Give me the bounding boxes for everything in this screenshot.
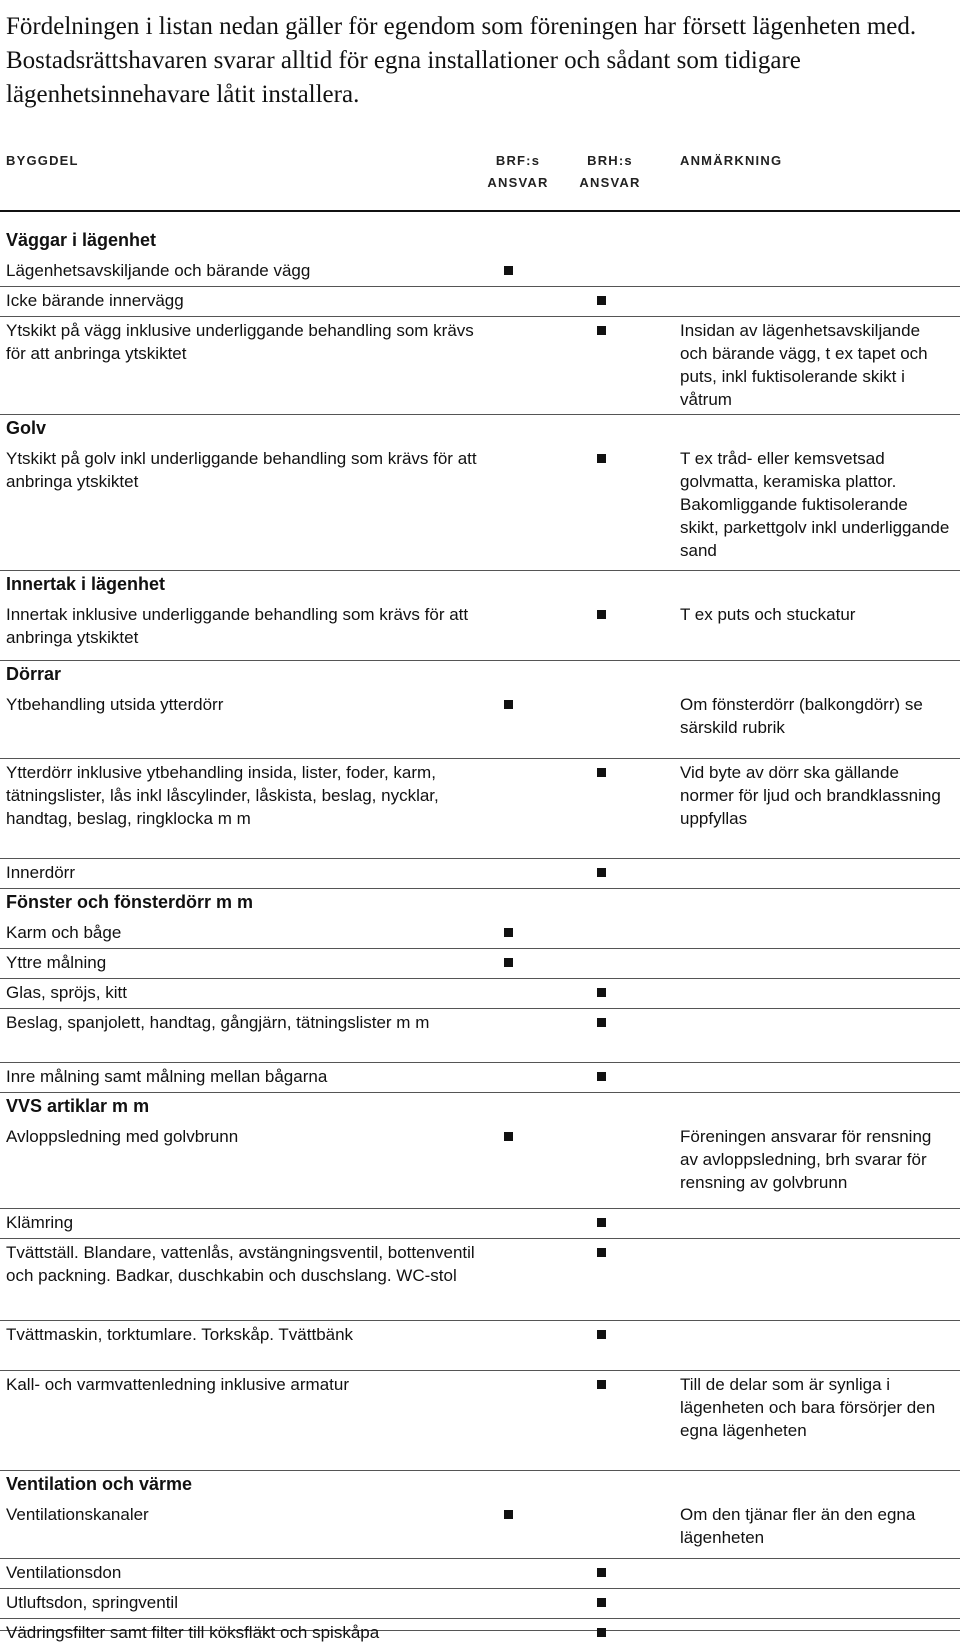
table-row [0, 256, 960, 287]
table-row [0, 948, 960, 979]
section-heading-row [0, 414, 960, 444]
remark-text: T ex puts och stuckatur [680, 605, 856, 624]
table-row [0, 858, 960, 889]
section-heading: Golv [6, 418, 47, 438]
brh-responsibility-mark [597, 454, 606, 463]
brf-responsibility-mark [504, 928, 513, 937]
section-heading: Innertak i lägenhet [6, 574, 166, 594]
part-label: Ytskikt på golv inkl underliggande behandling som krävs för att anbringa ytskiktet [6, 449, 477, 491]
part-label: Lägenhetsavskiljande och bärande vägg [6, 261, 311, 280]
part-label: Karm och båge [6, 923, 122, 942]
header-rule [0, 210, 960, 212]
brh-responsibility-mark [597, 1218, 606, 1227]
part-label: Ventilationskanaler [6, 1505, 149, 1524]
table-row [0, 1618, 960, 1642]
part-label: Utluftsdon, springventil [6, 1593, 178, 1612]
section-heading-row [0, 660, 960, 690]
table-row [0, 1208, 960, 1239]
brh-responsibility-mark [597, 1072, 606, 1081]
brh-responsibility-mark [597, 610, 606, 619]
part-label: Ventilationsdon [6, 1563, 122, 1582]
table-row [0, 316, 960, 415]
brf-responsibility-mark [504, 1132, 513, 1141]
part-label: Yttre målning [6, 953, 107, 972]
section-heading-row [0, 888, 960, 918]
part-label: Innerdörr [6, 863, 75, 882]
brh-responsibility-mark [597, 768, 606, 777]
part-label: Glas, spröjs, kitt [6, 983, 127, 1002]
table-row [0, 758, 960, 859]
table-row [0, 978, 960, 1009]
section-heading: Dörrar [6, 664, 62, 684]
table-row [0, 1500, 960, 1559]
part-label: Ytbehandling utsida ytterdörr [6, 695, 224, 714]
table-row [0, 1008, 960, 1063]
column-header-part: BYGGDEL [6, 153, 79, 168]
brh-responsibility-mark [597, 1018, 606, 1027]
brf-responsibility-mark [504, 1510, 513, 1519]
table-row [0, 690, 960, 759]
table-row [0, 444, 960, 571]
part-label: Vädringsfilter samt filter till köksfläkt och spiskåpa [6, 1623, 380, 1642]
brh-responsibility-mark [597, 988, 606, 997]
part-label: Icke bärande innervägg [6, 291, 184, 310]
part-label: Inre målning samt målning mellan bågarna [6, 1067, 328, 1086]
table-row [0, 1238, 960, 1321]
table-row [0, 600, 960, 661]
section-heading-row [0, 1092, 960, 1122]
brh-responsibility-mark [597, 296, 606, 305]
brh-responsibility-mark [597, 1598, 606, 1607]
remark-text: Till de delar som är synliga i lägenheten och bara försörjer den egna lägenheten [680, 1375, 936, 1440]
table-row [0, 1062, 960, 1093]
remark-text: Insidan av lägenhetsavskiljande och bärande vägg, t ex tapet och puts, inkl fuktisolerande skikt i våtrum [680, 321, 928, 409]
brh-responsibility-mark [597, 1568, 606, 1577]
section-heading-row [0, 1470, 960, 1500]
table-row [0, 1558, 960, 1589]
part-label: Ytterdörr inklusive ytbehandling insida, lister, foder, karm, tätningslister, lås inkl låscylinder, låskista, beslag, nycklar, handtag, beslag, ringklocka m m [6, 763, 439, 828]
brh-responsibility-mark [597, 326, 606, 335]
column-header-note: ANMÄRKNING [680, 153, 783, 168]
column-header-brh: BRH:s ANSVAR [579, 153, 641, 190]
brh-responsibility-mark [597, 1248, 606, 1257]
part-label: Kall- och varmvattenledning inklusive armatur [6, 1375, 349, 1394]
part-label: Avloppsledning med golvbrunn [6, 1127, 239, 1146]
section-heading: Väggar i lägenhet [6, 230, 157, 250]
column-header-brf: BRF:s ANSVAR [487, 153, 549, 190]
table-row [0, 286, 960, 317]
section-heading-row [0, 570, 960, 600]
intro-text: Fördelningen i listan nedan gäller för egendom som föreningen har försett lägenheten med. Bostadsrättshavaren svarar alltid för egna installationer och sådant som tidigare lägenhetsinnehavare låtit installera. [6, 13, 917, 108]
part-label: Ytskikt på vägg inklusive underliggande behandling som krävs för att anbringa ytskiktet [6, 321, 474, 363]
part-label: Beslag, spanjolett, handtag, gångjärn, tätningslister m m [6, 1013, 430, 1032]
part-label: Tvättmaskin, torktumlare. Torkskåp. Tvättbänk [6, 1325, 354, 1344]
remark-text: Vid byte av dörr ska gällande normer för ljud och brandklassning uppfyllas [680, 763, 941, 828]
remark-text: Om fönsterdörr (balkongdörr) se särskild rubrik [680, 695, 923, 737]
brh-responsibility-mark [597, 1380, 606, 1389]
part-label: Innertak inklusive underliggande behandling som krävs för att anbringa ytskiktet [6, 605, 469, 647]
remark-text: Föreningen ansvarar för rensning av avloppsledning, brh svarar för rensning av golvbrunn [680, 1127, 932, 1192]
section-heading-row [0, 226, 960, 256]
table-row [0, 918, 960, 949]
brh-responsibility-mark [597, 1330, 606, 1339]
table-row [0, 1122, 960, 1209]
remark-text: Om den tjänar fler än den egna lägenheten [680, 1505, 916, 1547]
section-heading: Ventilation och värme [6, 1474, 193, 1494]
part-label: Tvättställ. Blandare, vattenlås, avstängningsventil, bottenventil och packning. Badkar, duschkabin och duschslang. WC-stol [6, 1243, 475, 1285]
brf-responsibility-mark [504, 700, 513, 709]
brh-responsibility-mark [597, 868, 606, 877]
table-row [0, 1370, 960, 1471]
table-row [0, 1588, 960, 1619]
section-heading: VVS artiklar m m [6, 1096, 150, 1116]
brh-responsibility-mark [597, 1628, 606, 1637]
section-heading: Fönster och fönsterdörr m m [6, 892, 254, 912]
part-label: Klämring [6, 1213, 74, 1232]
brf-responsibility-mark [504, 266, 513, 275]
brf-responsibility-mark [504, 958, 513, 967]
remark-text: T ex tråd- eller kemsvetsad golvmatta, keramiska plattor. Bakomliggande fuktisolerande skikt, parkettgolv inkl underliggande sand [680, 449, 950, 560]
table-row [0, 1320, 960, 1371]
